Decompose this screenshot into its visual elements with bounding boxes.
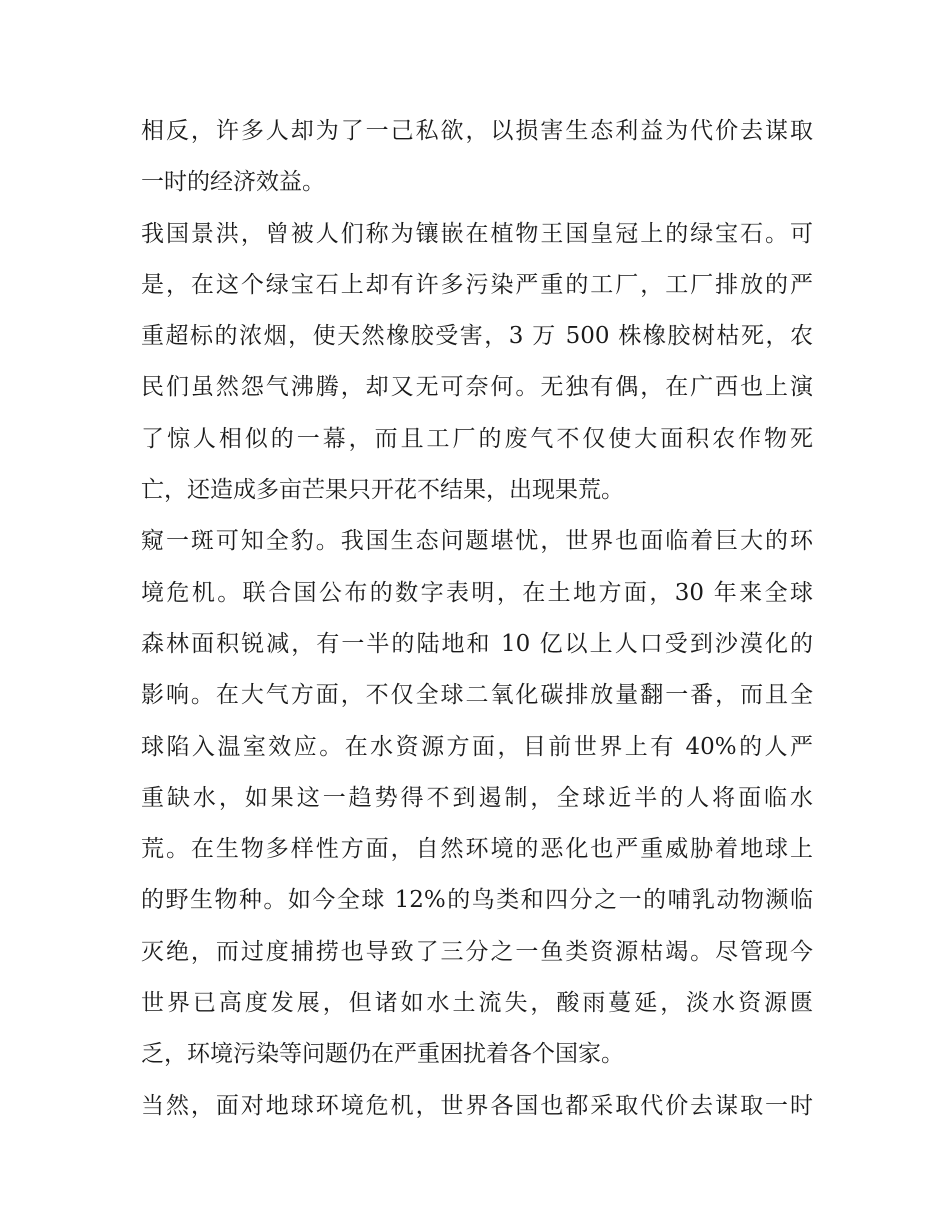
text-line: 当然，面对地球环境危机，世界各国也都采取代价去谋取一时 xyxy=(141,1092,813,1119)
text-line: 是，在这个绿宝石上却有许多污染严重的工厂，工厂排放的严 xyxy=(141,271,813,298)
paragraph-3 xyxy=(141,516,813,1080)
text-line: 乏，环境污染等问题仍在严重困扰着各个国家。 xyxy=(141,1041,624,1068)
text-line: 民们虽然怨气沸腾，却又无可奈何。无独有偶，在广西也上演 xyxy=(141,374,813,401)
text-line: 窥一斑可知全豹。我国生态问题堪忧，世界也面临着巨大的环 xyxy=(141,528,813,555)
paragraph-2 xyxy=(141,209,813,517)
paragraph-1 xyxy=(141,106,813,209)
text-line: 世界已高度发展，但诸如水土流失，酸雨蔓延，淡水资源匮 xyxy=(141,990,813,1017)
text-line: 一时的经济效益。 xyxy=(141,169,325,196)
text-line: 相反，许多人却为了一己私欲，以损害生态利益为代价去谋取 xyxy=(141,118,813,144)
text-line: 重缺水，如果这一趋势得不到遏制，全球近半的人将面临水 xyxy=(141,784,813,811)
text-line: 亡，还造成多亩芒果只开花不结果，出现果荒。 xyxy=(141,477,624,504)
text-line: 灭绝，而过度捕捞也导致了三分之一鱼类资源枯竭。尽管现今 xyxy=(141,938,813,965)
document-body xyxy=(141,106,813,1132)
text-line: 了惊人相似的一幕，而且工厂的废气不仅使大面积农作物死 xyxy=(141,425,813,452)
text-line: 荒。在生物多样性方面，自然环境的恶化也严重威胁着地球上 xyxy=(141,836,813,863)
text-line: 我国景洪，曾被人们称为镶嵌在植物王国皇冠上的绿宝石。可 xyxy=(141,220,813,247)
text-line: 的野生物种。如今全球 12%的鸟类和四分之一的哺乳动物濒临 xyxy=(141,887,813,914)
text-line: 影响。在大气方面，不仅全球二氧化碳排放量翻一番，而且全 xyxy=(141,682,813,709)
text-line: 重超标的浓烟，使天然橡胶受害，3 万 500 株橡胶树枯死，农 xyxy=(141,323,813,350)
text-line: 森林面积锐减，有一半的陆地和 10 亿以上人口受到沙漠化的 xyxy=(141,630,813,657)
text-line: 境危机。联合国公布的数字表明，在土地方面，30 年来全球 xyxy=(141,579,813,606)
paragraph-4 xyxy=(141,1081,813,1132)
text-line: 球陷入温室效应。在水资源方面，目前世界上有 40%的人严 xyxy=(141,733,813,760)
